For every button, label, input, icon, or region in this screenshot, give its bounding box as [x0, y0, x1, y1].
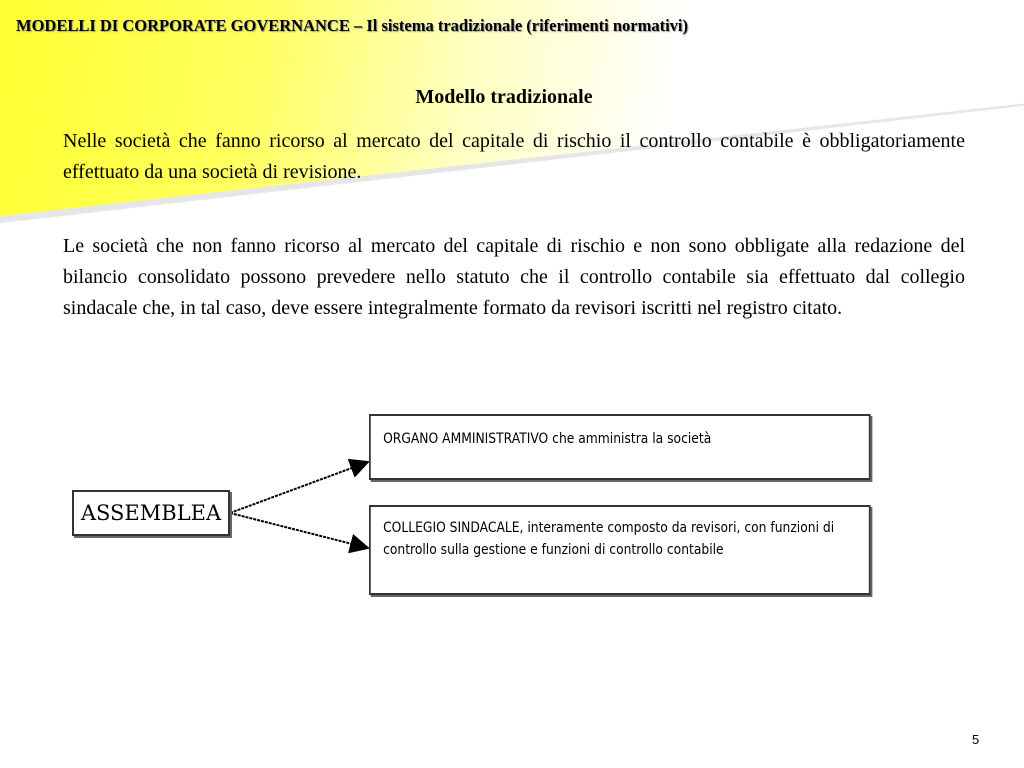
page-number: 5 — [972, 732, 980, 747]
diagram-node-organo-amministrativo: ORGANO AMMINISTRATIVO che amministra la società — [369, 414, 871, 480]
paragraph-1: Nelle società che fanno ricorso al mercato del capitale di rischio il controllo contabile è obbligatoriamente effettuato da una società di revisione. — [63, 130, 965, 183]
diagram-node-collegio-sindacale: COLLEGIO SINDACALE, interamente composto da revisori, con funzioni di controllo sulla gestione e funzioni di controllo contabile — [369, 505, 871, 595]
arrow-to-collegio — [230, 513, 368, 548]
slide-subtitle: Modello tradizionale — [415, 86, 593, 108]
paragraph-2: Le società che non fanno ricorso al mercato del capitale di rischio e non sono obbligate alla redazione del bilancio consolidato possono prevedere nello statuto che il controllo contabile sia effettuato dal collegio sindacale che, in tal caso, deve essere integralmente formato da revisori iscritti nel registro citato. — [63, 235, 965, 319]
diagram-node-assemblea: ASSEMBLEA — [72, 490, 230, 536]
slide-header-title: MODELLI DI CORPORATE GOVERNANCE – Il sistema tradizionale (riferimenti normativi) — [16, 16, 689, 35]
arrow-to-organo — [230, 462, 368, 513]
